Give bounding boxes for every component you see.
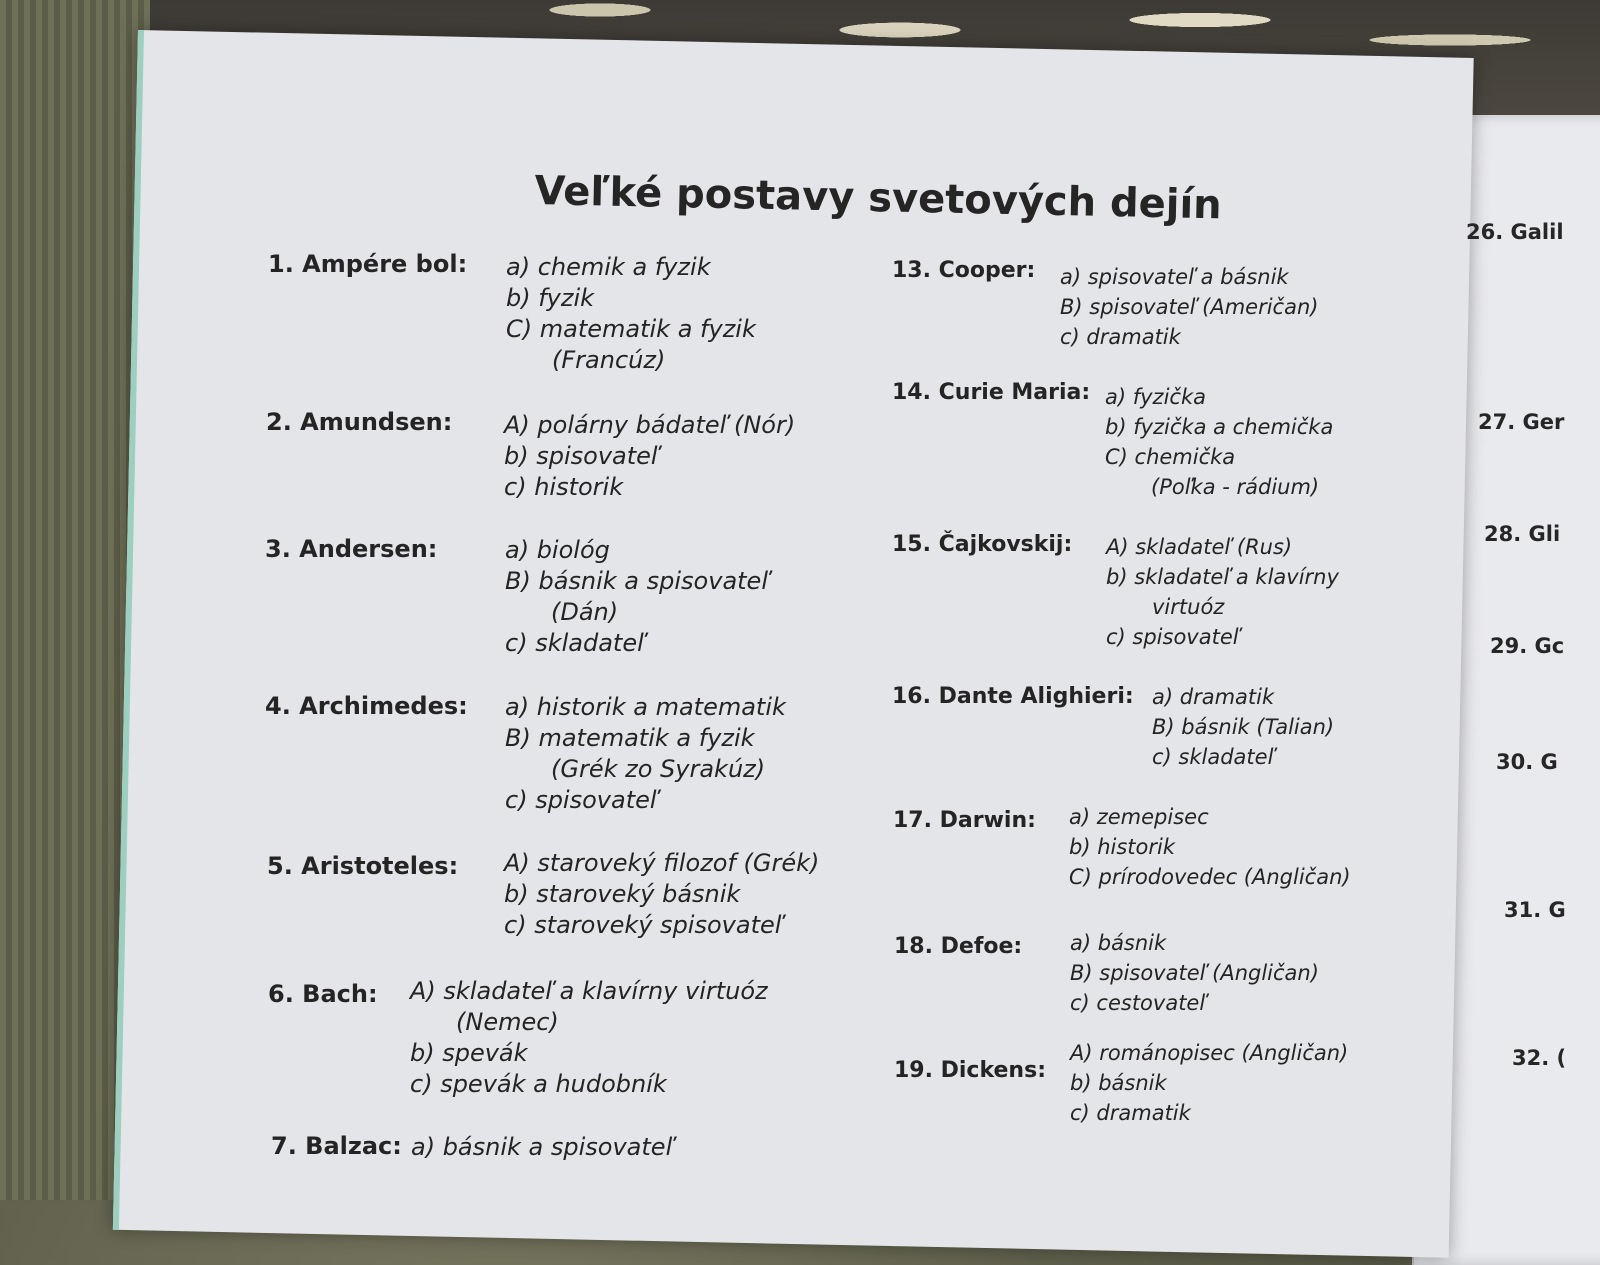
option: c) historik [504,473,624,501]
option: c) staroveký spisovateľ [504,911,782,939]
option-note: (Francúz) [552,346,666,374]
option: A) skladateľ (Rus) [1106,535,1293,559]
option: C) prírodovedec (Angličan) [1069,865,1351,889]
question-head: 6. Bach: [268,980,378,1008]
next-page-number: 29. Gc [1490,634,1565,658]
option: A) polárny bádateľ (Nór) [504,411,796,439]
option: c) cestovateľ [1070,991,1206,1015]
option: c) skladateľ [1152,745,1274,769]
option: B) básnik (Talian) [1152,715,1335,739]
option-note: virtuóz [1152,595,1225,619]
option: B) spisovateľ (Angličan) [1070,961,1319,985]
option: a) dramatik [1152,685,1275,709]
option-note: (Nemec) [456,1008,559,1036]
question-head: 5. Aristoteles: [267,852,459,880]
question-head: 19. Dickens: [894,1058,1046,1083]
question-head: 13. Cooper: [892,258,1036,283]
option: a) biológ [505,536,610,564]
next-page-number: 32. ( [1512,1046,1567,1070]
option-note: (Poľka - rádium) [1151,475,1320,499]
option: b) fyzička a chemička [1105,415,1334,439]
option: c) spevák a hudobník [410,1070,667,1098]
next-page-number: 27. Ger [1478,410,1565,434]
option-note: (Dán) [551,598,619,626]
option: A) staroveký filozof (Grék) [504,849,820,877]
next-page-number: 26. Galil [1466,220,1564,244]
option: b) staroveký básnik [504,880,741,908]
option: B) spisovateľ (Američan) [1060,295,1319,319]
page-title: Veľké postavy svetových dejín [534,168,1223,229]
option: a) spisovateľ a básnik [1060,265,1289,289]
next-page-number: 28. Gli [1484,522,1561,546]
option: c) spisovateľ [1106,625,1239,649]
question-head: 2. Amundsen: [266,408,453,436]
option: b) spevák [410,1039,528,1067]
option: a) básnik [1070,931,1167,955]
question-head: 18. Defoe: [894,934,1023,959]
next-page-number: 31. G [1504,898,1566,922]
option: c) spisovateľ [505,786,657,814]
question-head: 14. Curie Maria: [892,380,1091,405]
option: c) skladateľ [505,629,644,657]
option: a) chemik a fyzik [506,253,711,281]
option: B) matematik a fyzik [505,724,755,752]
option: b) básnik [1070,1071,1167,1095]
question-head: 17. Darwin: [893,808,1036,833]
option: a) básnik a spisovateľ [411,1133,673,1161]
next-page-number: 30. G [1496,750,1558,774]
option: c) dramatik [1060,325,1181,349]
question-head: 7. Balzac: [271,1132,402,1160]
option: A) skladateľ a klavírny virtuóz [410,977,768,1005]
question-head: 16. Dante Alighieri: [892,684,1134,709]
question-head: 3. Andersen: [265,535,438,563]
option: a) historik a matematik [505,693,786,721]
option: a) zemepisec [1069,805,1209,829]
question-head: 15. Čajkovskij: [892,532,1073,557]
option: b) skladateľ a klavírny [1106,565,1339,589]
option: a) fyzička [1105,385,1206,409]
option: B) básnik a spisovateľ [505,567,768,595]
option: b) spisovateľ [504,442,658,470]
option: C) matematik a fyzik [506,315,756,343]
question-head: 1. Ampére bol: [268,250,468,278]
option: A) románopisec (Angličan) [1070,1041,1349,1065]
option: C) chemička [1105,445,1236,469]
option: b) historik [1069,835,1175,859]
question-head: 4. Archimedes: [265,692,468,720]
option-note: (Grék zo Syrakúz) [551,755,766,783]
option: b) fyzik [506,284,595,312]
option: c) dramatik [1070,1101,1191,1125]
